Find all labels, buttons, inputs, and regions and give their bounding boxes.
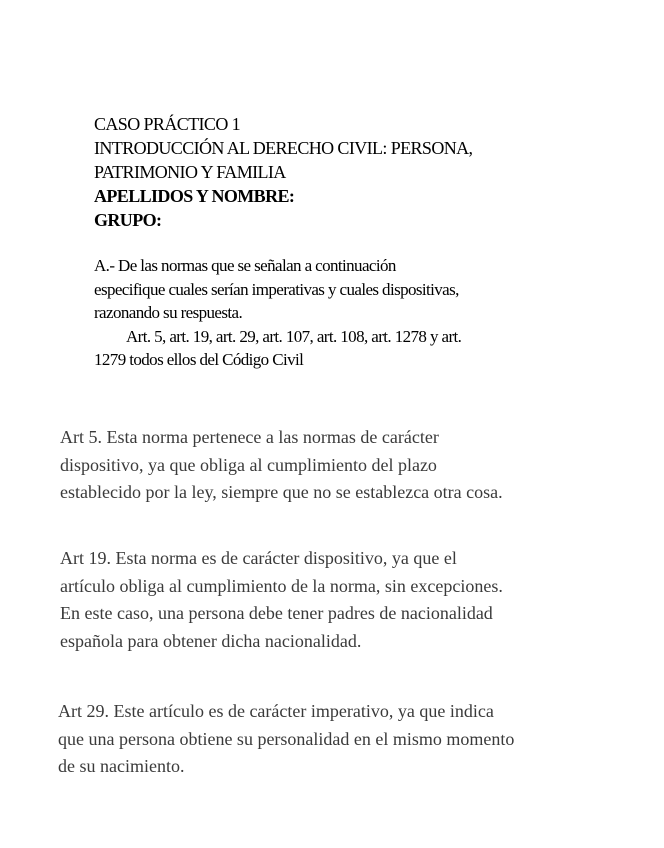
- articles-line: 1279 todos ellos del Código Civil: [94, 350, 304, 369]
- question-line: A.- De las normas que se señalan a continuación: [94, 256, 396, 275]
- answer-line: En este caso, una persona debe tener padres de nacionalidad: [60, 603, 493, 623]
- answer-line: dispositivo, ya que obliga al cumplimiento del plazo: [60, 454, 437, 475]
- answer-line: española para obtener dicha nacionalidad.: [60, 630, 362, 651]
- answer-line: Art 29. Este artículo es de carácter imperativo, ya que indica: [58, 701, 494, 721]
- answer-line: que una persona obtiene su personalidad en el mismo momento: [58, 728, 515, 749]
- answer-art-5: [60, 424, 640, 507]
- question-block: [94, 254, 614, 372]
- answer-line: de su nacimiento.: [58, 756, 185, 776]
- name-label: APELLIDOS Y NOMBRE:: [94, 186, 295, 206]
- articles-line: Art. 5, art. 19, art. 29, art. 107, art. 108, art. 1278 y art.: [126, 326, 462, 346]
- question-line: razonando su respuesta.: [94, 303, 243, 322]
- answer-line: Art 19. Esta norma es de carácter dispositivo, ya que el: [60, 548, 457, 568]
- case-title: CASO PRÁCTICO 1: [94, 114, 241, 134]
- question-line: especifique cuales serían imperativas y cuales dispositivas,: [94, 279, 459, 299]
- answer-art-29: [58, 698, 638, 781]
- answer-line: artículo obliga al cumplimiento de la norma, sin excepciones.: [60, 575, 503, 596]
- document-header: [94, 112, 614, 232]
- subject-line-2: PATRIMONIO Y FAMILIA: [94, 162, 286, 182]
- subject-line-1: INTRODUCCIÓN AL DERECHO CIVIL: PERSONA,: [94, 138, 473, 158]
- answer-line: Art 5. Esta norma pertenece a las normas de carácter: [60, 427, 439, 447]
- group-label: GRUPO:: [94, 210, 162, 230]
- answer-line: establecido por la ley, siempre que no se establezca otra cosa.: [60, 482, 503, 502]
- answer-art-19: [60, 545, 640, 655]
